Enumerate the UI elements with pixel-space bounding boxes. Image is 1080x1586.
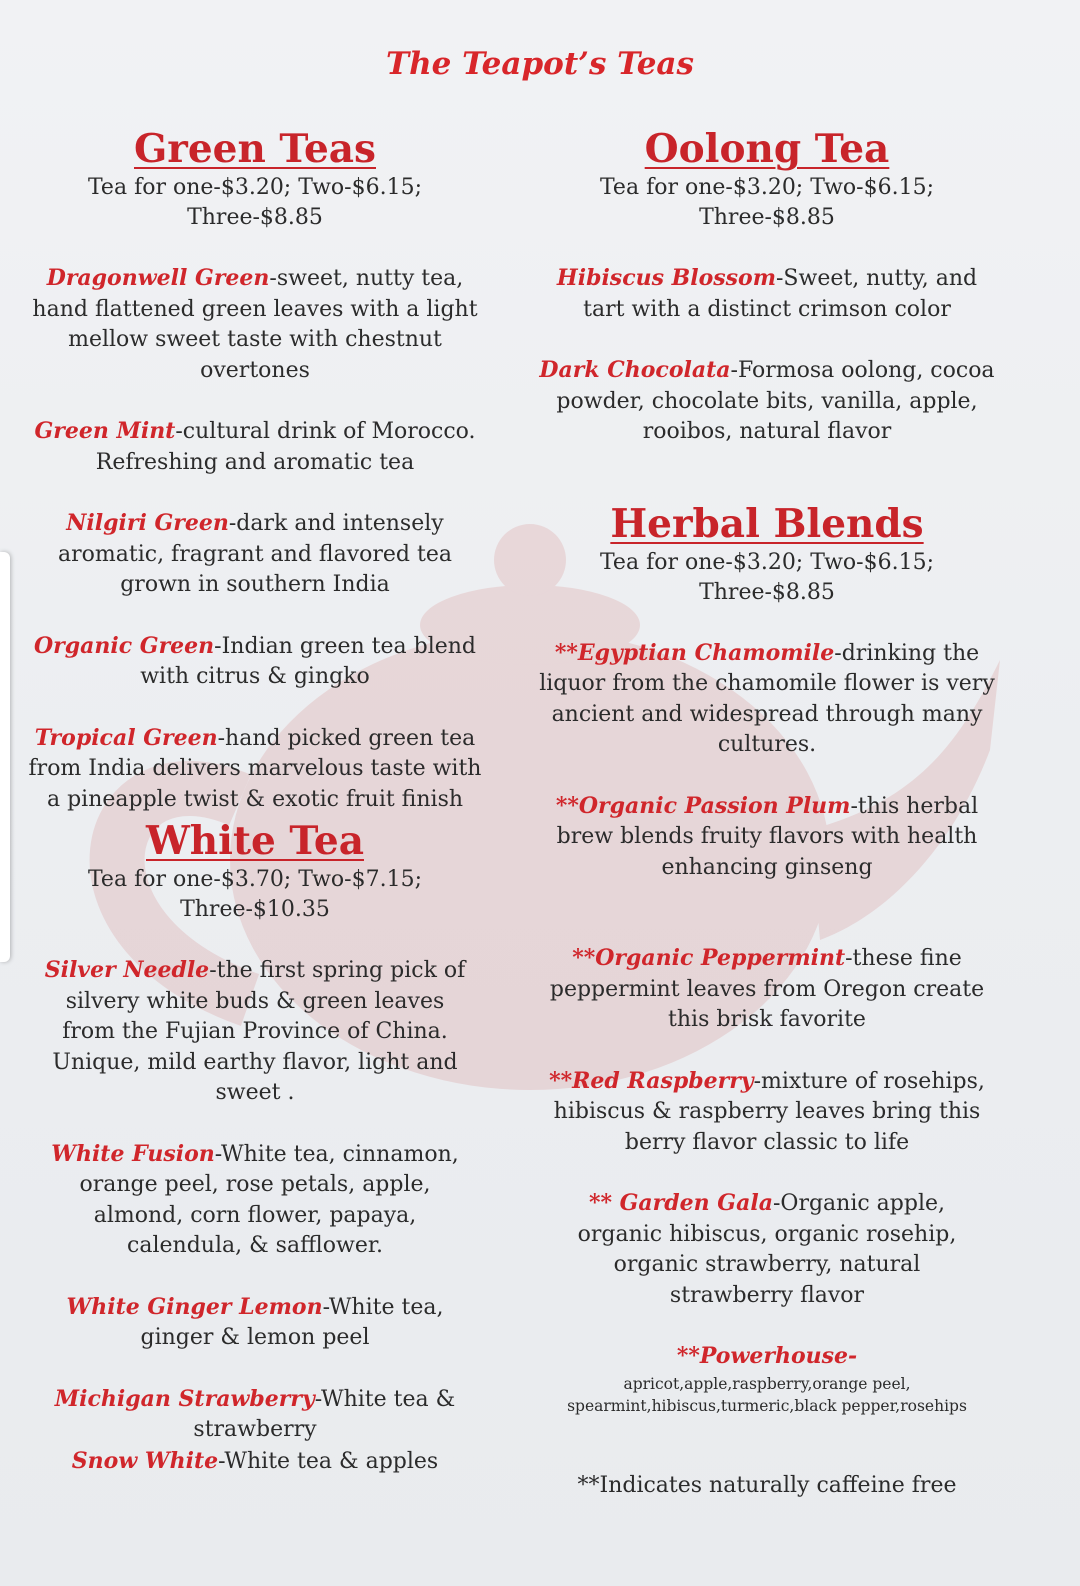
menu-item [532, 1188, 1002, 1311]
herbal-price-line-2: Three-$8.85 [699, 579, 835, 605]
item-name: Snow White [71, 1447, 219, 1474]
item-desc: -White tea, ginger & lemon peel [140, 1294, 444, 1350]
item-name: **Egyptian Chamomile [554, 639, 835, 666]
item-name: White Fusion [51, 1140, 215, 1167]
menu-item [532, 791, 1002, 884]
white-tea-heading: White Tea [145, 818, 364, 864]
oolong-tea-heading: Oolong Tea [644, 126, 890, 172]
item-desc: -Formosa oolong, cocoa powder, chocolate bits, vanilla, apple, rooibos, natural flavor [556, 358, 995, 444]
menu-item [532, 943, 1002, 1036]
item-desc: -White tea & strawberry [193, 1386, 456, 1442]
item-desc: -this herbal brew blends fruity flavors with health enhancing ginseng [556, 793, 979, 880]
menu-item [20, 1446, 490, 1478]
item-name: Tropical Green [34, 724, 218, 751]
item-desc: -dark and intensely aromatic, fragrant and flavored tea grown in southern India [58, 511, 452, 597]
item-name: **Powerhouse [676, 1343, 849, 1369]
item-desc: -these fine peppermint leaves from Oregon create this brisk favorite [549, 946, 985, 1032]
item-name: White Ginger Lemon [66, 1293, 323, 1320]
item-name: **Organic Passion Plum [555, 792, 851, 819]
powerhouse-ingredients-line-1: apricot,apple,raspberry,orange peel, [623, 1374, 911, 1393]
item-desc: -mixture of rosehips, hibiscus & raspberry leaves bring this berry flavor classic to life [553, 1068, 985, 1155]
white-price-line-2: Three-$10.35 [180, 897, 330, 922]
item-desc: -hand picked green tea from India delivers marvelous taste with a pineapple twist & exotic fruit finish [28, 725, 482, 812]
left-column [20, 125, 490, 1477]
menu-item [532, 1066, 1002, 1159]
oolong-price-line-1: Tea for one-$3.20; Two-$6.15; [599, 175, 935, 200]
item-name: Nilgiri Green [66, 510, 229, 536]
caffeine-free-footnote: **Indicates naturally caffeine free [577, 1472, 957, 1498]
item-name: Hibiscus Blossom [556, 265, 776, 291]
item-desc: -cultural drink of Morocco. Refreshing and aromatic tea [95, 419, 476, 475]
green-price-line-1: Tea for one-$3.20; Two-$6.15; [87, 175, 423, 200]
menu-item [20, 631, 490, 693]
item-name: Dragonwell Green [46, 265, 270, 291]
item-desc: -White tea, cinnamon, orange peel, rose petals, apple, almond, corn flower, papaya, calendula, & safflower. [79, 1141, 459, 1258]
item-desc: -Organic apple, organic hibiscus, organic rosehip, organic strawberry, natural strawberry flavor [577, 1191, 957, 1308]
item-name: ** Garden Gala [588, 1190, 773, 1216]
item-name: Dark Chocolata [539, 357, 731, 383]
menu-item [20, 1384, 490, 1446]
item-name: Green Mint [34, 418, 176, 444]
item-name: Organic Green [33, 632, 215, 659]
right-column [532, 125, 1002, 1501]
menu-item [532, 638, 1002, 761]
item-name: **Red Raspberry [549, 1067, 754, 1094]
menu-item [20, 263, 490, 386]
herbal-price-line-1: Tea for one-$3.20; Two-$6.15; [599, 549, 935, 575]
menu-item [20, 1292, 490, 1354]
item-desc: -sweet, nutty tea, hand flattened green leaves with a light mellow sweet taste with chestnut overtones [32, 266, 478, 383]
menu-item [532, 263, 1002, 325]
item-desc: -Sweet, nutty, and tart with a distinct crimson color [583, 266, 978, 322]
oolong-price-line-2: Three-$8.85 [699, 205, 835, 230]
item-desc: -White tea & apples [218, 1448, 439, 1474]
menu-item-powerhouse [532, 1341, 1002, 1373]
menu-item [20, 508, 490, 601]
menu-item [20, 723, 490, 816]
item-name: **Organic Peppermint [572, 945, 846, 971]
white-price-line-1: Tea for one-$3.70; Two-$7.15; [87, 867, 423, 892]
menu-item [20, 955, 490, 1109]
item-name: Silver Needle [44, 957, 210, 983]
menu-title: The Teapot’s Teas [386, 46, 694, 82]
item-desc: -the first spring pick of silvery white buds & green leaves from the Fujian Province of China. Unique, mild earthy flavor, light and sweet . [52, 958, 466, 1105]
item-desc: - [848, 1343, 858, 1369]
menu-item [532, 355, 1002, 448]
item-desc: -Indian green tea blend with citrus & gingko [140, 633, 477, 689]
item-name: Michigan Strawberry [54, 1385, 315, 1412]
powerhouse-ingredients-line-2: spearmint,hibiscus,turmeric,black pepper,rosehips [567, 1396, 967, 1415]
item-desc: -drinking the liquor from the chamomile flower is very ancient and widespread through many cultures. [539, 640, 995, 757]
green-price-line-2: Three-$8.85 [187, 205, 323, 230]
herbal-blends-heading: Herbal Blends [610, 500, 924, 547]
menu-item [20, 416, 490, 478]
menu-item [20, 1139, 490, 1262]
screen-edge-tab[interactable] [0, 552, 10, 962]
green-teas-heading: Green Teas [134, 126, 376, 172]
